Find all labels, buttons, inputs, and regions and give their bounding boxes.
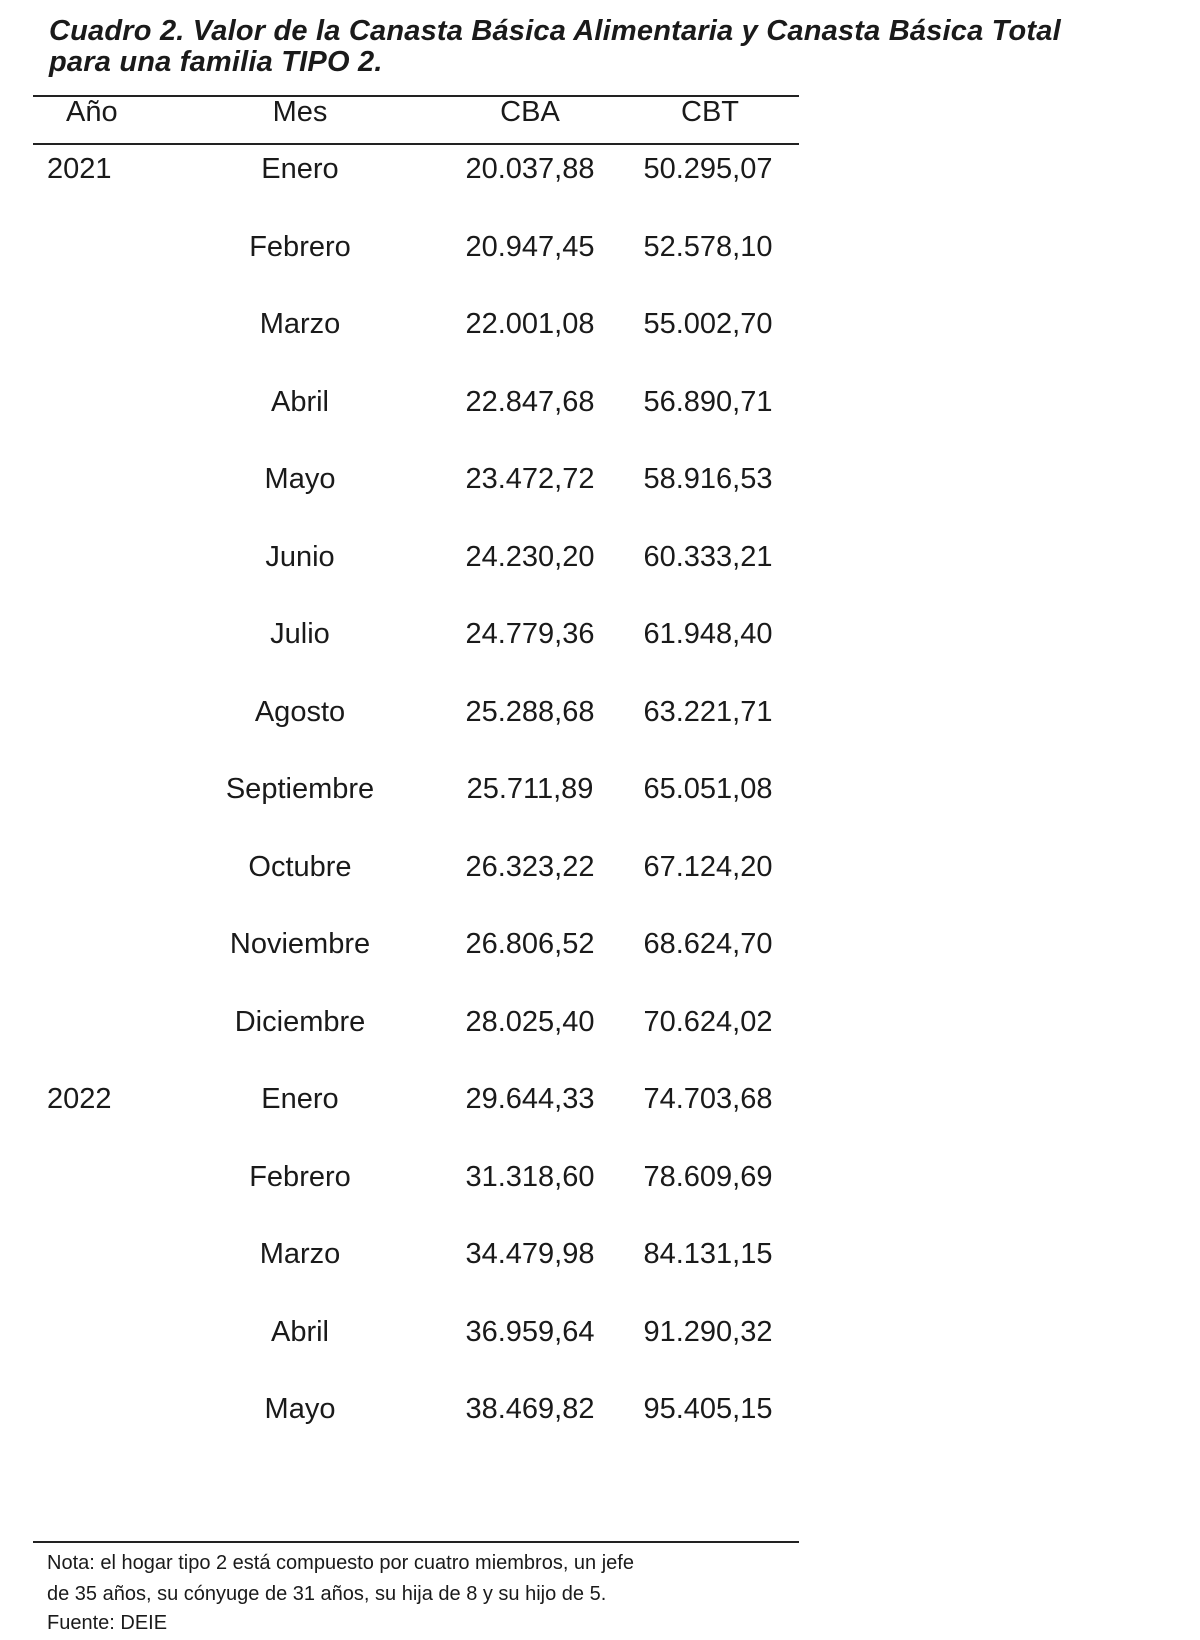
cell-month: Agosto	[254, 695, 346, 728]
cell-cbt: 78.609,69	[643, 1160, 773, 1193]
table-row	[0, 1316, 800, 1394]
cell-cbt: 74.703,68	[643, 1083, 773, 1115]
cell-cba: 31.318,60	[465, 1160, 595, 1193]
table-note	[47, 1548, 807, 1610]
cell-month: Septiembre	[225, 773, 375, 805]
cell-cba: 28.025,40	[465, 1005, 595, 1038]
table-row	[0, 928, 800, 1006]
cell-month: Diciembre	[234, 1005, 366, 1038]
cell-cba: 26.323,22	[465, 850, 595, 883]
table-row	[0, 773, 800, 851]
cell-cba: 22.001,08	[465, 308, 595, 340]
cell-month: Octubre	[248, 850, 352, 883]
cell-cba: 36.959,64	[465, 1315, 595, 1348]
cell-month: Julio	[270, 618, 330, 650]
table-row	[0, 1161, 800, 1239]
cell-month: Abril	[270, 1315, 329, 1348]
cell-cbt: 50.295,07	[643, 153, 773, 185]
cell-cbt: 70.624,02	[643, 1005, 773, 1038]
table-title-line-1: Cuadro 2. Valor de la Canasta Básica Alimentaria y Canasta Básica Total	[49, 15, 1061, 47]
table-row	[0, 308, 800, 386]
cell-cbt: 61.948,40	[643, 618, 773, 650]
cell-month: Abril	[270, 385, 329, 418]
cell-month: Enero	[261, 1083, 339, 1115]
header-cbt: CBT	[681, 96, 739, 128]
table-row	[0, 851, 800, 929]
cell-cbt: 52.578,10	[643, 230, 773, 263]
cell-cbt: 63.221,71	[643, 695, 773, 728]
cell-cba: 20.947,45	[465, 230, 595, 263]
cell-year: 2022	[47, 1083, 112, 1115]
cell-cbt: 67.124,20	[643, 850, 773, 883]
table-row	[0, 618, 800, 696]
table-row	[0, 231, 800, 309]
cell-cba: 23.472,72	[465, 463, 595, 495]
cell-cba: 38.469,82	[465, 1393, 595, 1425]
cell-cbt: 68.624,70	[643, 928, 773, 960]
header-year: Año	[66, 96, 118, 128]
cell-cbt: 56.890,71	[643, 385, 773, 418]
table-row	[0, 1006, 800, 1084]
table-bottom-rule	[33, 1541, 799, 1543]
table-body	[0, 153, 800, 1471]
cell-month: Junio	[265, 540, 335, 573]
table-header	[0, 96, 800, 142]
cell-cba: 20.037,88	[465, 153, 595, 185]
cell-month: Marzo	[259, 308, 341, 340]
table-row	[0, 696, 800, 774]
cell-cba: 24.230,20	[465, 540, 595, 573]
cell-cba: 24.779,36	[465, 618, 595, 650]
table-source: Fuente: DEIE	[47, 1612, 168, 1634]
cell-month: Febrero	[249, 1160, 351, 1193]
cell-cbt: 58.916,53	[643, 463, 773, 495]
table-row	[0, 1393, 800, 1471]
cell-cbt: 60.333,21	[643, 540, 773, 573]
cell-month: Marzo	[259, 1238, 341, 1270]
cell-cba: 25.711,89	[466, 773, 594, 805]
cell-cbt: 65.051,08	[643, 773, 773, 805]
header-cba: CBA	[500, 96, 560, 128]
cell-month: Febrero	[249, 230, 351, 263]
cell-cba: 29.644,33	[465, 1083, 595, 1115]
table-header-rule	[33, 143, 799, 145]
cell-cba: 34.479,98	[465, 1238, 595, 1270]
table-row	[0, 541, 800, 619]
cell-cba: 26.806,52	[465, 928, 595, 960]
cell-cbt: 91.290,32	[643, 1315, 773, 1348]
cell-cbt: 95.405,15	[643, 1393, 773, 1425]
table-title-line-2: para una familia TIPO 2.	[49, 46, 383, 78]
cell-cbt: 55.002,70	[643, 308, 773, 340]
header-month: Mes	[272, 96, 328, 128]
cell-month: Noviembre	[229, 928, 371, 960]
cell-cba: 22.847,68	[465, 385, 595, 418]
table-row	[0, 1238, 800, 1316]
cell-month: Mayo	[264, 1393, 336, 1425]
table-note-line-1: Nota: el hogar tipo 2 está compuesto por cuatro miembros, un jefe	[47, 1552, 634, 1574]
table-title	[49, 16, 1149, 78]
table-row	[0, 463, 800, 541]
cell-year: 2021	[47, 153, 112, 185]
table-note-line-2: de 35 años, su cónyuge de 31 años, su hija de 8 y su hijo de 5.	[47, 1583, 607, 1605]
table-row	[0, 386, 800, 464]
table-row	[0, 1083, 800, 1161]
cell-month: Enero	[261, 153, 339, 185]
cell-cbt: 84.131,15	[643, 1238, 773, 1270]
cell-cba: 25.288,68	[465, 695, 595, 728]
cell-month: Mayo	[264, 463, 336, 495]
table-row	[0, 153, 800, 231]
